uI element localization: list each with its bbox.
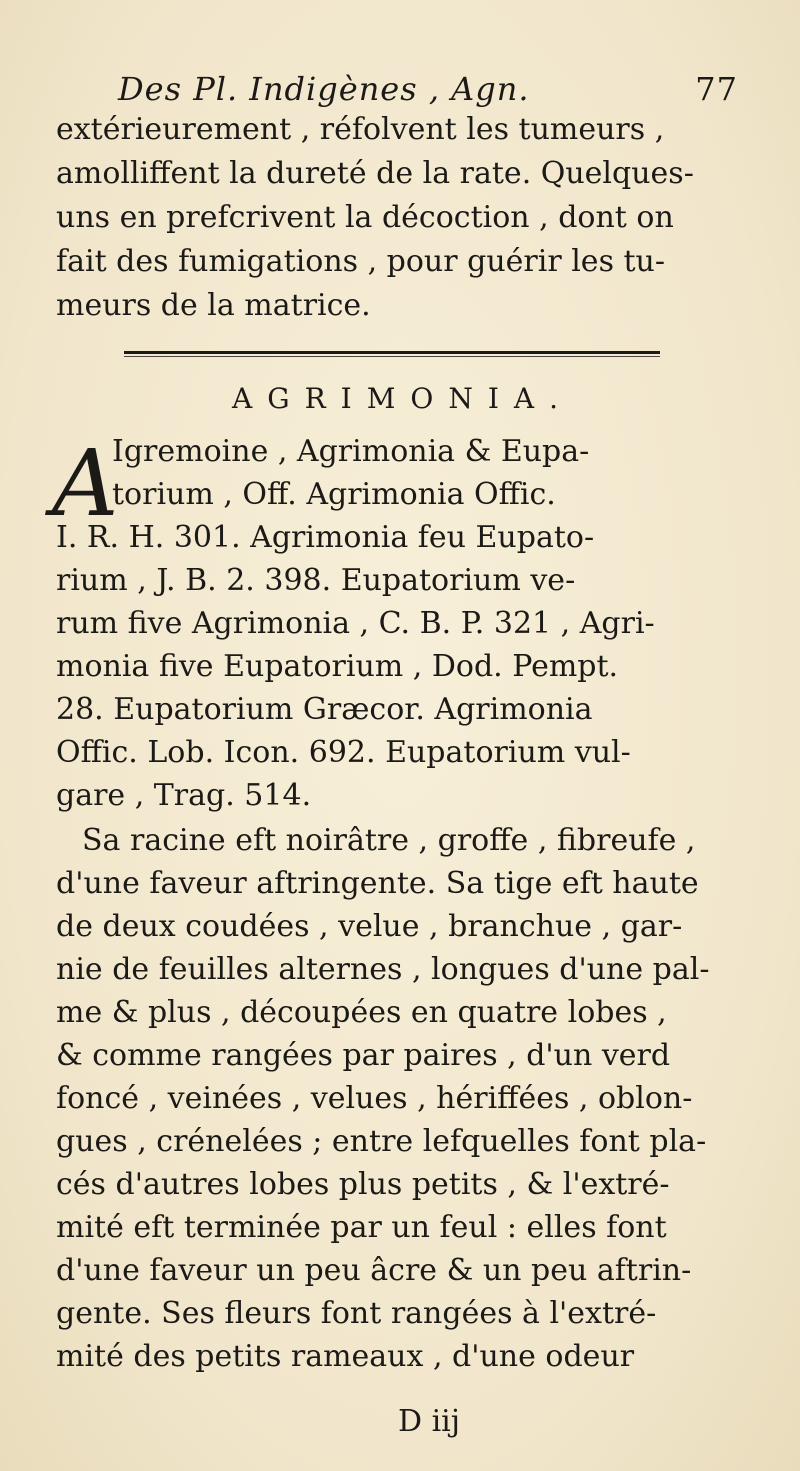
section-divider-thin [124, 356, 660, 357]
synonymy-line: Offic. Lob. Icon. 692. Eupatorium vul- [56, 735, 631, 770]
drop-cap: A [52, 430, 119, 537]
description-line: d'une faveur un peu âcre & un peu aftrin- [56, 1253, 692, 1288]
description-line: gente. Ses fleurs font rangées à l'extré- [56, 1296, 657, 1331]
description-line: mité eft terminée par un feul : elles font [56, 1210, 667, 1245]
intro-line: amolliffent la dureté de la rate. Quelques- [56, 156, 694, 191]
intro-line: fait des fumigations , pour guérir les tu- [56, 244, 666, 279]
description-line: mité des petits rameaux , d'une odeur [56, 1339, 635, 1374]
synonymy-line: monia five Eupatorium , Dod. Pempt. [56, 649, 619, 684]
synonymy-line: 28. Eupatorium Græcor. Agrimonia [56, 692, 593, 727]
signature-mark: D iij [398, 1404, 461, 1439]
page-number: 77 [695, 70, 738, 108]
intro-line: extérieurement , réfolvent les tumeurs , [56, 112, 665, 147]
section-divider [124, 351, 660, 354]
synonymy-line: gare , Trag. 514. [56, 778, 312, 813]
description-line: d'une faveur aftringente. Sa tige eft haute [56, 866, 699, 901]
description-line: cés d'autres lobes plus petits , & l'extré- [56, 1167, 670, 1202]
description-line: me & plus , découpées en quatre lobes , [56, 995, 667, 1030]
synonymy-line: torium , Off. Agrimonia Offic. [112, 477, 556, 512]
intro-line: meurs de la matrice. [56, 288, 371, 323]
intro-line: uns en prefcrivent la décoction , dont on [56, 200, 674, 235]
running-head [118, 64, 738, 114]
synonymy-line: Igremoine , Agrimonia & Eupa- [112, 434, 590, 469]
description-line: & comme rangées par paires , d'un verd [56, 1038, 671, 1073]
description-line: gues , crénelées ; entre lefquelles font pla- [56, 1124, 707, 1159]
running-head-title: Des Pl. Indigènes , Agn. [118, 70, 530, 108]
section-heading: AGRIMONIA. [232, 382, 574, 415]
synonymy-line: rum five Agrimonia , C. B. P. 321 , Agri- [56, 606, 655, 641]
synonymy-line: rium , J. B. 2. 398. Eupatorium ve- [56, 563, 576, 598]
description-line: nie de feuilles alternes , longues d'une pal- [56, 952, 710, 987]
synonymy-line: I. R. H. 301. Agrimonia feu Eupato- [56, 520, 595, 555]
description-line: foncé , veinées , velues , hériffées , oblon- [56, 1081, 693, 1116]
description-line: de deux coudées , velue , branchue , gar- [56, 909, 683, 944]
description-line: Sa racine eft noirâtre , groffe , fibreufe , [82, 823, 696, 858]
